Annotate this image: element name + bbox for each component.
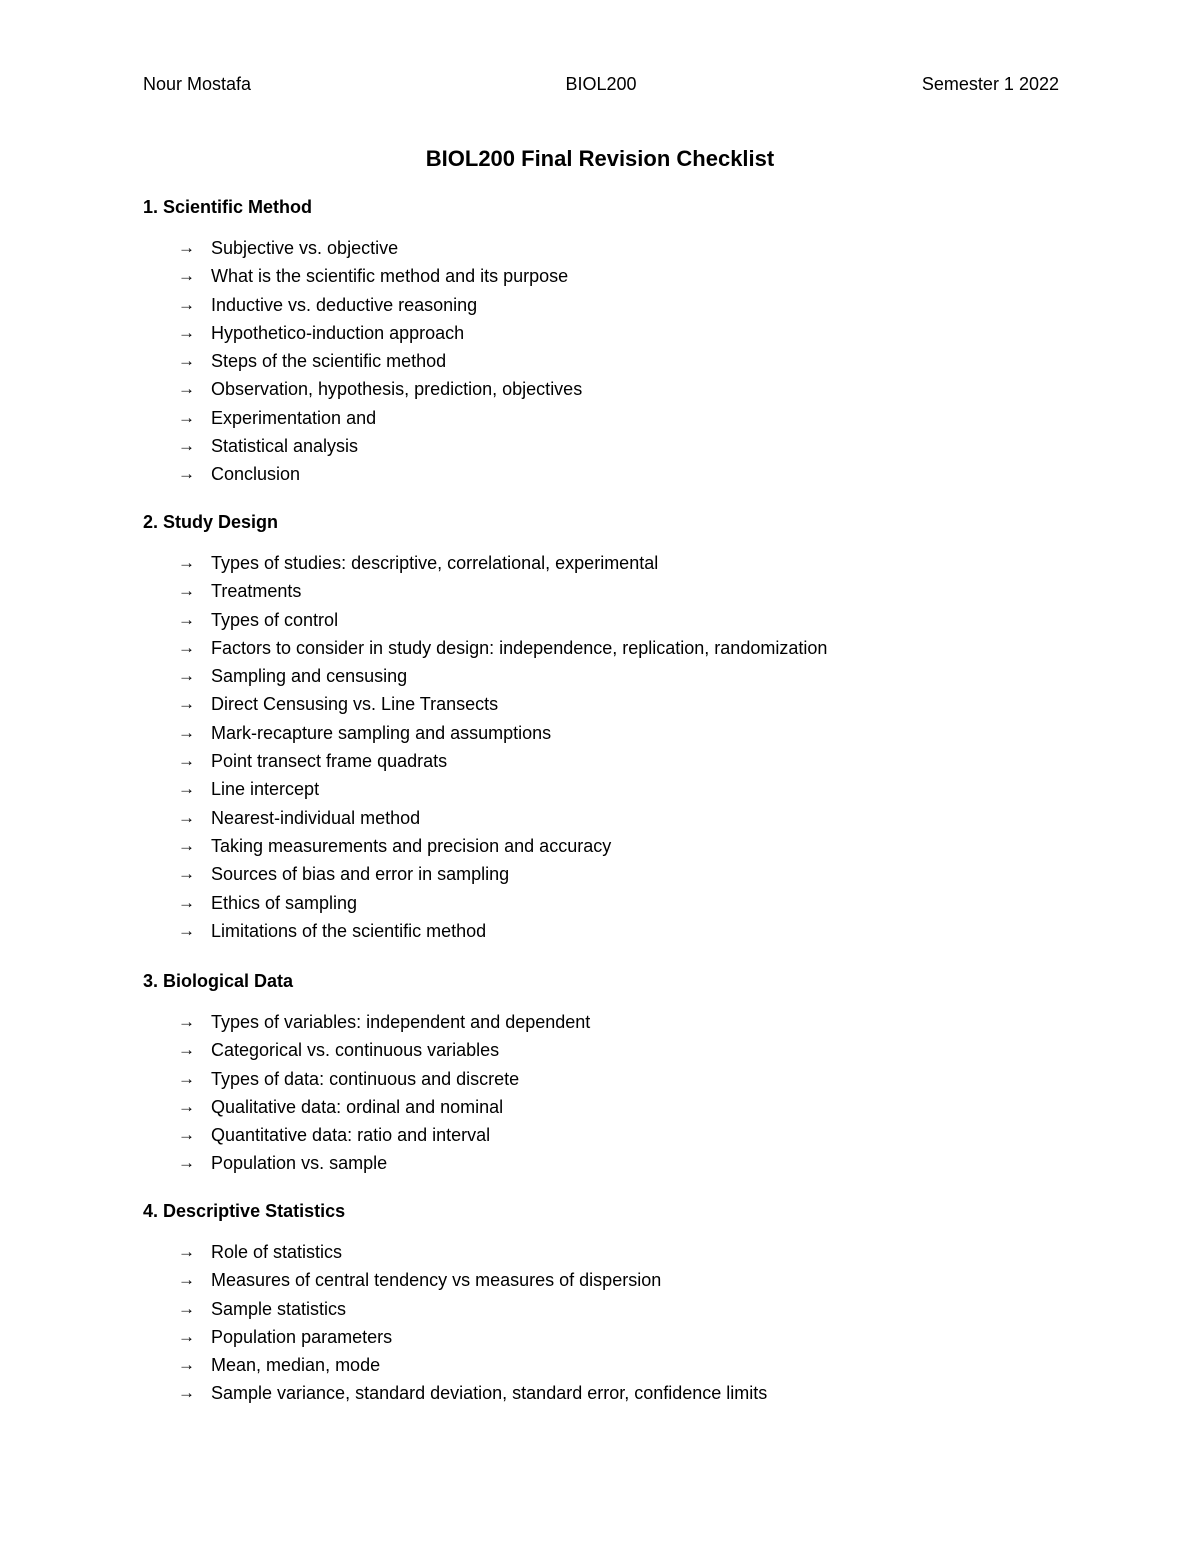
checklist-item-text: Direct Censusing vs. Line Transects [211,694,499,715]
checklist-item [143,347,1103,375]
arrow-right-icon: → [178,553,195,572]
section-scientific-method [143,194,1103,489]
arrow-right-icon: → [178,1355,195,1375]
section-number: 2. [143,512,159,532]
checklist-item-text: Inductive vs. deductive reasoning [211,294,478,315]
section-title: Scientific Method [163,197,313,217]
checklist-item-text: Line intercept [211,779,320,800]
checklist-item-text: Sampling and censusing [211,666,408,687]
checklist-item-text: Role of statistics [211,1242,343,1262]
checklist-item [143,1008,1103,1036]
checklist-item [143,234,1103,262]
arrow-right-icon: → [178,581,195,601]
checklist-item-text: Quantitative data: ratio and interval [211,1125,491,1146]
arrow-right-icon: → [178,835,195,855]
checklist-item [143,460,1103,488]
checklist-item [143,917,1103,945]
checklist-item [143,860,1103,888]
header-term: Semester 1 2022 [921,74,1059,94]
arrow-right-icon: → [178,379,195,399]
page-header [143,74,1059,98]
arrow-right-icon: → [178,807,195,827]
checklist-item-text: Limitations of the scientific method [211,920,487,941]
checklist-item-text: Population parameters [211,1326,393,1347]
arrow-right-icon: → [178,238,195,257]
section-number: 4. [143,1201,159,1221]
checklist-item-text: Sample statistics [211,1298,347,1319]
checklist-item-text: Treatments [211,581,302,602]
section-heading [143,1198,1103,1224]
checklist-item-text: Nearest-individual method [211,807,421,828]
checklist-item [143,606,1103,634]
checklist-item [143,1266,1103,1294]
section-number: 3. [143,971,159,991]
checklist-item-text: Taking measurements and precision and accuracy [211,835,612,856]
checklist-item [143,549,1103,577]
checklist-item [143,1149,1103,1177]
checklist-item-text: Steps of the scientific method [211,351,447,372]
arrow-right-icon: → [178,1068,195,1088]
section-number: 1. [143,197,159,217]
arrow-right-icon: → [178,1298,195,1318]
checklist-item [143,1093,1103,1121]
checklist-item-text: Conclusion [211,464,301,485]
checklist-item-text: Experimentation and [211,407,377,428]
checklist-item [143,719,1103,747]
arrow-right-icon: → [178,1096,195,1116]
page-title: BIOL200 Final Revision Checklist [425,146,775,171]
checklist-item [143,1351,1103,1379]
arrow-right-icon: → [178,464,195,484]
checklist-item-text: Observation, hypothesis, prediction, objectives [211,379,583,400]
arrow-right-icon: → [178,1012,195,1031]
checklist-item [143,1065,1103,1093]
checklist-item [143,832,1103,860]
arrow-right-icon: → [178,779,195,799]
checklist-item-text: Mark-recapture sampling and assumptions [211,722,552,743]
checklist-item [143,804,1103,832]
checklist-item-text: Types of data: continuous and discrete [211,1068,520,1089]
arrow-right-icon: → [178,1242,195,1261]
checklist-item [143,404,1103,432]
checklist-item [143,775,1103,803]
section-title: Descriptive Statistics [163,1201,346,1221]
checklist-item-text: Mean, median, mode [211,1355,381,1376]
checklist-item-text: Categorical vs. continuous variables [211,1040,500,1061]
arrow-right-icon: → [178,436,195,456]
header-course: BIOL200 [565,74,637,94]
arrow-right-icon: → [178,920,195,940]
checklist-item-text: Types of variables: independent and dependent [211,1012,591,1032]
arrow-right-icon: → [178,1153,195,1173]
checklist [143,1238,1103,1408]
checklist-item [143,262,1103,290]
checklist-item-text: Types of studies: descriptive, correlational, experimental [211,553,659,573]
checklist-item-text: What is the scientific method and its purpose [211,266,569,287]
checklist-item [143,1121,1103,1149]
arrow-right-icon: → [178,609,195,629]
arrow-right-icon: → [178,694,195,714]
checklist-item-text: Sources of bias and error in sampling [211,864,510,885]
checklist-item [143,747,1103,775]
arrow-right-icon: → [178,864,195,884]
checklist-item-text: Point transect frame quadrats [211,751,448,772]
arrow-right-icon: → [178,1040,195,1060]
checklist-item-text: Qualitative data: ordinal and nominal [211,1096,504,1117]
arrow-right-icon: → [178,1125,195,1145]
checklist-item [143,375,1103,403]
checklist-item [143,1379,1103,1407]
checklist-item [143,1323,1103,1351]
checklist-item-text: Sample variance, standard deviation, standard error, confidence limits [211,1383,768,1404]
checklist-item-text: Ethics of sampling [211,892,358,913]
checklist-item-text: Measures of central tendency vs measures of dispersion [211,1270,662,1291]
section-study-design [143,509,1103,945]
checklist-item [143,1036,1103,1064]
arrow-right-icon: → [178,892,195,912]
arrow-right-icon: → [178,294,195,314]
section-biological-data [143,968,1103,1178]
checklist-item [143,690,1103,718]
checklist-item [143,662,1103,690]
section-heading [143,194,1103,220]
checklist-item [143,319,1103,347]
arrow-right-icon: → [178,1270,195,1290]
checklist [143,234,1103,489]
checklist-item [143,291,1103,319]
arrow-right-icon: → [178,722,195,742]
checklist-item-text: Hypothetico-induction approach [211,322,465,343]
checklist-item [143,577,1103,605]
checklist-item-text: Subjective vs. objective [211,238,399,258]
checklist-item [143,1238,1103,1266]
arrow-right-icon: → [178,751,195,771]
arrow-right-icon: → [178,1383,195,1403]
checklist-item [143,889,1103,917]
checklist [143,1008,1103,1178]
section-heading [143,509,1103,535]
checklist-item-text: Types of control [211,609,339,630]
section-title: Study Design [163,512,279,532]
section-heading [143,968,1103,994]
section-descriptive-statistics [143,1198,1103,1408]
header-author: Nour Mostafa [143,74,252,94]
checklist-item [143,1295,1103,1323]
section-title: Biological Data [163,971,294,991]
checklist-item-text: Population vs. sample [211,1153,388,1174]
arrow-right-icon: → [178,666,195,686]
checklist-item [143,432,1103,460]
checklist-item-text: Factors to consider in study design: independence, replication, randomization [211,637,828,658]
checklist-item-text: Statistical analysis [211,436,359,457]
arrow-right-icon: → [178,407,195,427]
checklist-item [143,634,1103,662]
arrow-right-icon: → [178,637,195,657]
checklist [143,549,1103,945]
arrow-right-icon: → [178,322,195,342]
arrow-right-icon: → [178,351,195,371]
arrow-right-icon: → [178,1326,195,1346]
arrow-right-icon: → [178,266,195,286]
